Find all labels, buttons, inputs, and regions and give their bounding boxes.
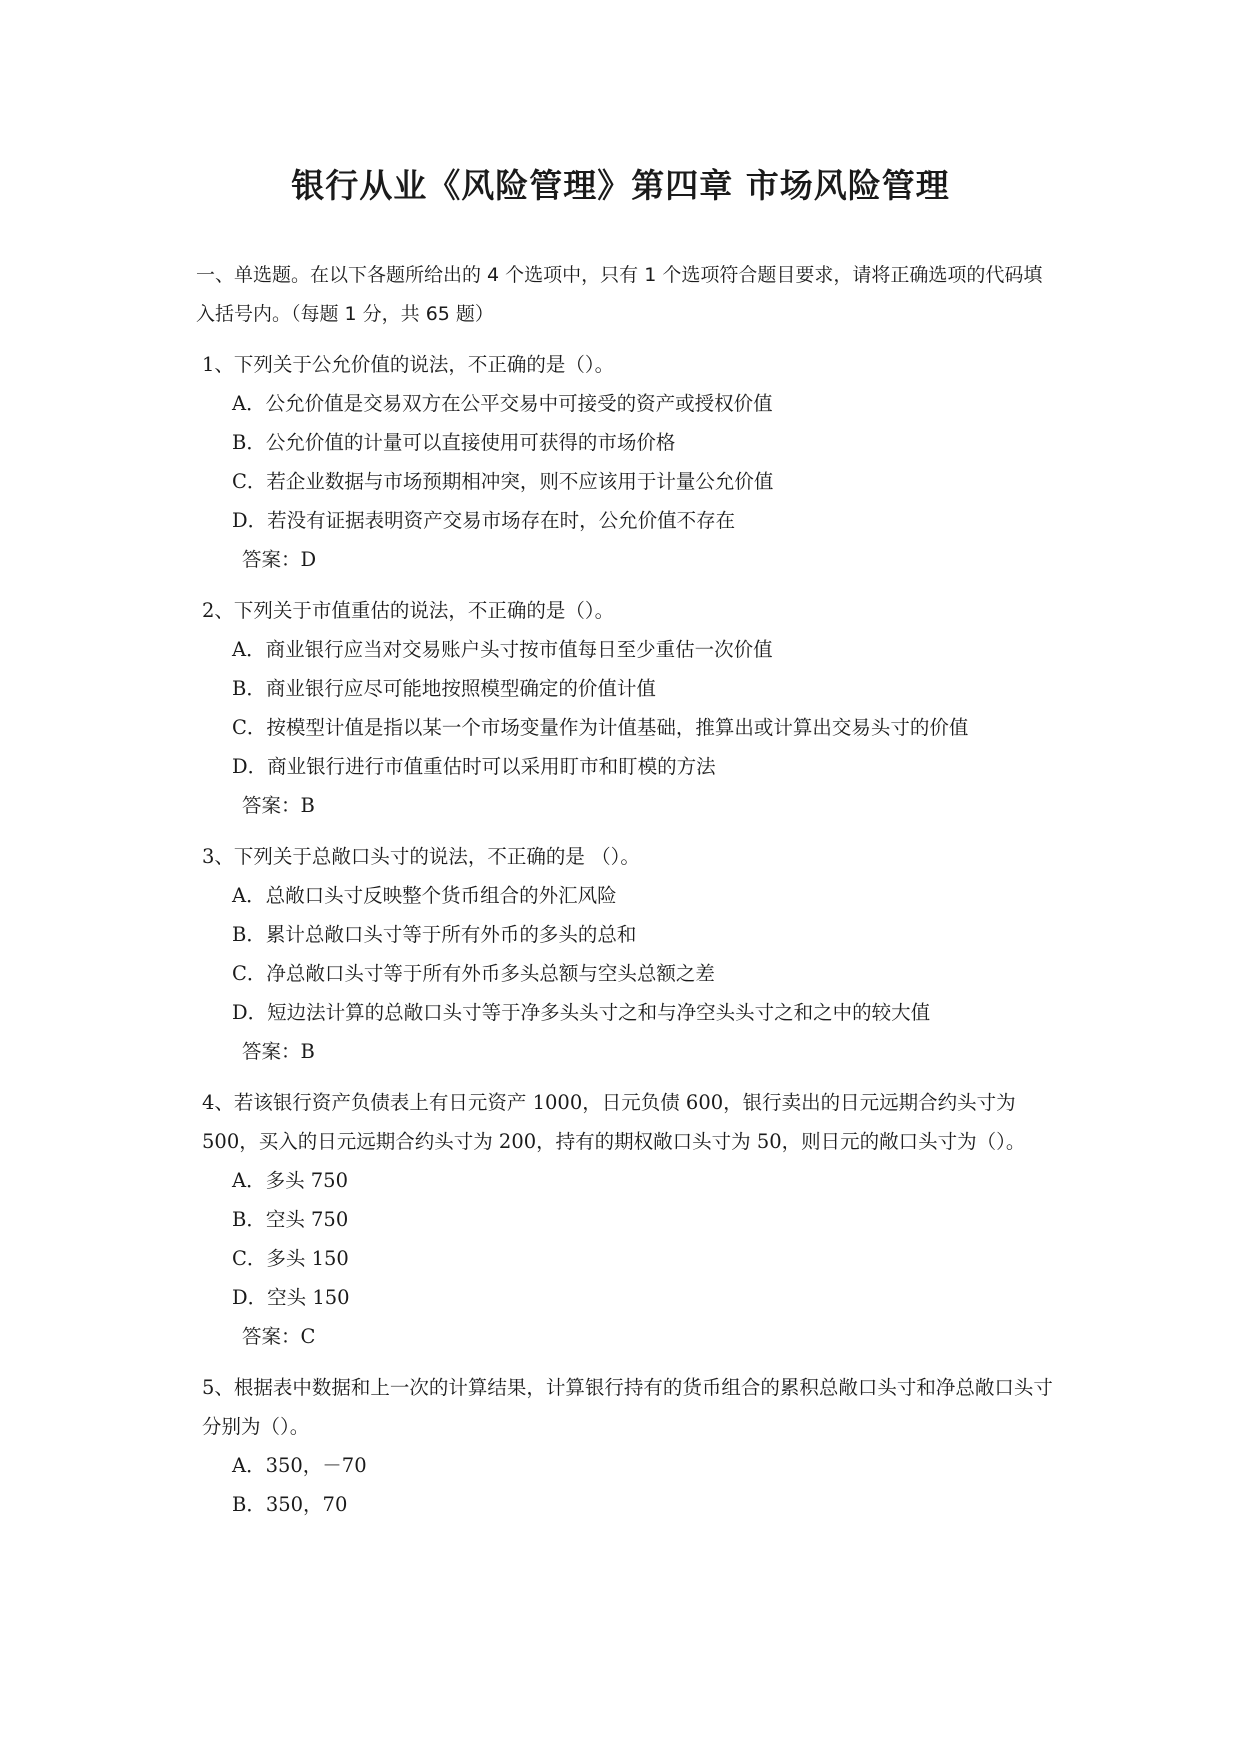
question-stem: 2、下列关于市值重估的说法，不正确的是（）。 (202, 599, 615, 622)
question-option: C．按模型计值是指以某一个市场变量作为计值基础，推算出或计算出交易头寸的价值 (232, 716, 969, 739)
question-option: B．累计总敞口头寸等于所有外币的多头的总和 (232, 923, 637, 946)
question-option: D．商业银行进行市值重估时可以采用盯市和盯模的方法 (232, 755, 716, 778)
question-option: B．空头 750 (232, 1208, 349, 1231)
page-title: 银行从业《风险管理》第四章 市场风险管理 (291, 166, 950, 205)
question-answer: 答案：B (242, 1040, 315, 1063)
question-option: A．公允价值是交易双方在公平交易中可接受的资产或授权价值 (232, 392, 773, 415)
question-option: A．350，－70 (232, 1454, 367, 1477)
question-option: C．若企业数据与市场预期相冲突，则不应该用于计量公允价值 (232, 470, 774, 493)
question-item (202, 345, 1062, 579)
question-option: A．总敞口头寸反映整个货币组合的外汇风险 (232, 884, 617, 907)
question-list (202, 345, 1062, 1536)
question-stem: 5、根据表中数据和上一次的计算结果，计算银行持有的货币组合的累积总敞口头寸和净总敞口头寸分别为（）。 (202, 1376, 1053, 1438)
question-option: D．若没有证据表明资产交易市场存在时，公允价值不存在 (232, 509, 736, 532)
question-stem: 4、若该银行资产负债表上有日元资产 1000，日元负债 600，银行卖出的日元远期合约头寸为 500，买入的日元远期合约头寸为 200，持有的期权敞口头寸为 50，则日元的敞口头寸为（）。 (202, 1091, 1026, 1153)
question-option: D．短边法计算的总敞口头寸等于净多头头寸之和与净空头头寸之和之中的较大值 (232, 1001, 931, 1024)
question-answer: 答案：D (242, 548, 317, 571)
section-intro: 一、单选题。在以下各题所给出的 4 个选项中，只有 1 个选项符合题目要求，请将正确选项的代码填入括号内。（每题 1 分，共 65 题） (196, 264, 1043, 325)
question-option: A．商业银行应当对交易账户头寸按市值每日至少重估一次价值 (232, 638, 773, 661)
question-answer: 答案：C (242, 1325, 316, 1348)
question-item (202, 837, 1062, 1071)
question-option: B．商业银行应尽可能地按照模型确定的价值计值 (232, 677, 656, 700)
question-item (202, 1368, 1062, 1524)
question-option: C．多头 150 (232, 1247, 349, 1270)
question-item (202, 1083, 1062, 1356)
question-option: D．空头 150 (232, 1286, 350, 1309)
question-option: A．多头 750 (232, 1169, 349, 1192)
question-stem: 3、下列关于总敞口头寸的说法，不正确的是 （）。 (202, 845, 640, 868)
question-answer: 答案：B (242, 794, 315, 817)
question-stem: 1、下列关于公允价值的说法，不正确的是（）。 (202, 353, 615, 376)
question-option: C．净总敞口头寸等于所有外币多头总额与空头总额之差 (232, 962, 715, 985)
question-option: B．350，70 (232, 1493, 348, 1516)
question-option: B．公允价值的计量可以直接使用可获得的市场价格 (232, 431, 676, 454)
question-item (202, 591, 1062, 825)
